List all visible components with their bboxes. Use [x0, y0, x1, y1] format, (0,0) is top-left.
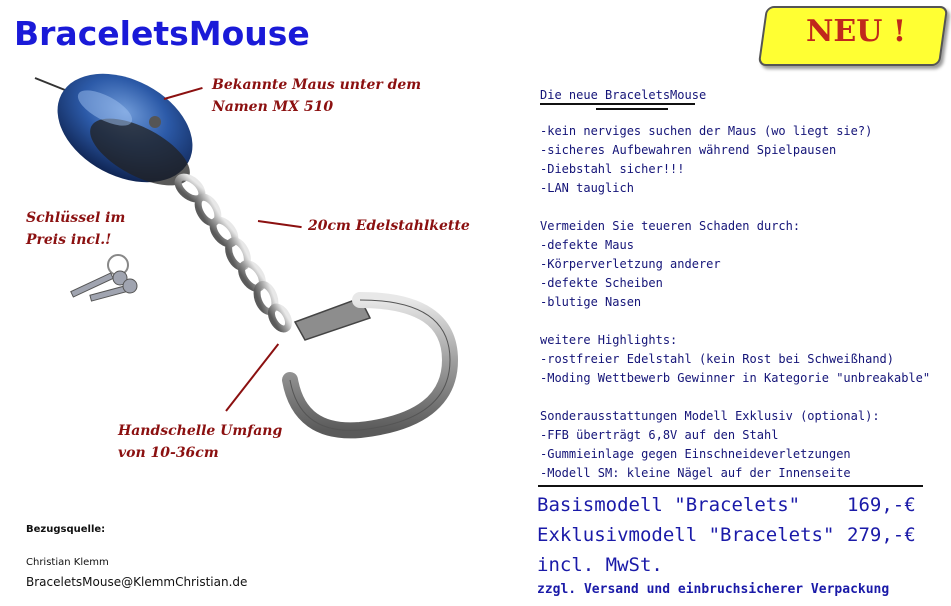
avoid-item: -defekte Maus	[540, 238, 634, 252]
page-title: BraceletsMouse	[14, 14, 310, 53]
cuff-callout	[118, 420, 282, 464]
mouse-callout-line1: Bekannte Maus unter dem	[212, 77, 422, 93]
chain-image	[174, 173, 292, 332]
highlights-heading: weitere Highlights:	[540, 333, 678, 347]
mouse-callout	[212, 74, 421, 118]
shipping-note: zzgl. Versand und einbruchsicherer Verpackung	[537, 582, 890, 597]
feature-item: -Diebstahl sicher!!!	[540, 162, 685, 176]
avoid-heading: Vermeiden Sie teueren Schaden durch:	[540, 219, 801, 233]
description-heading: Die neue BraceletsMouse	[540, 88, 707, 102]
feature-item: -LAN tauglich	[540, 181, 634, 195]
exklusiv-model-label: Exklusivmodell "Bracelets"	[537, 524, 835, 546]
heading-underline-2	[596, 108, 668, 110]
tax-note: incl. MwSt.	[537, 554, 663, 576]
highlight-item: -rostfreier Edelstahl (kein Rost bei Schweißhand)	[540, 352, 895, 366]
key-callout	[26, 207, 125, 251]
feature-item: -sicheres Aufbewahren während Spielpausen	[540, 143, 837, 157]
key-callout-line1: Schlüssel im	[26, 210, 126, 226]
highlight-item: -Moding Wettbewerb Gewinner in Kategorie "unbreakable"	[540, 371, 931, 385]
product-illustration	[30, 60, 490, 470]
options-heading: Sonderausstattungen Modell Exklusiv (optional):	[540, 409, 880, 423]
key-callout-line2: Preis incl.!	[26, 232, 112, 248]
cuff-callout-line2: von 10-36cm	[118, 445, 219, 461]
mouse-callout-line2: Namen MX 510	[212, 99, 334, 115]
source-name: Christian Klemm	[26, 557, 109, 568]
basis-model-price: 169,-€	[847, 494, 916, 516]
new-badge-label: NEU !	[806, 14, 907, 49]
basis-model-label: Basismodell "Bracelets"	[537, 494, 801, 516]
features-list	[540, 122, 930, 483]
feature-item: -kein nerviges suchen der Maus (wo liegt sie?)	[540, 124, 873, 138]
source-label: Bezugsquelle:	[26, 524, 106, 535]
option-item: -Modell SM: kleine Nägel auf der Innenseite	[540, 466, 851, 480]
option-item: -FFB überträgt 6,8V auf den Stahl	[540, 428, 779, 442]
source-email[interactable]: BraceletsMouse@KlemmChristian.de	[26, 575, 248, 589]
avoid-item: -Körperverletzung anderer	[540, 257, 721, 271]
pricing-divider	[538, 485, 923, 487]
exklusiv-model-price: 279,-€	[847, 524, 916, 546]
avoid-item: -defekte Scheiben	[540, 276, 663, 290]
handcuff-image	[290, 298, 450, 430]
keys-image	[71, 255, 137, 301]
chain-callout: 20cm Edelstahlkette	[308, 218, 470, 234]
mouse-image	[39, 60, 211, 204]
avoid-item: -blutige Nasen	[540, 295, 642, 309]
option-item: -Gummieinlage gegen Einschneideverletzungen	[540, 447, 851, 461]
heading-underline	[540, 103, 695, 105]
cuff-callout-line1: Handschelle Umfang	[118, 423, 283, 439]
